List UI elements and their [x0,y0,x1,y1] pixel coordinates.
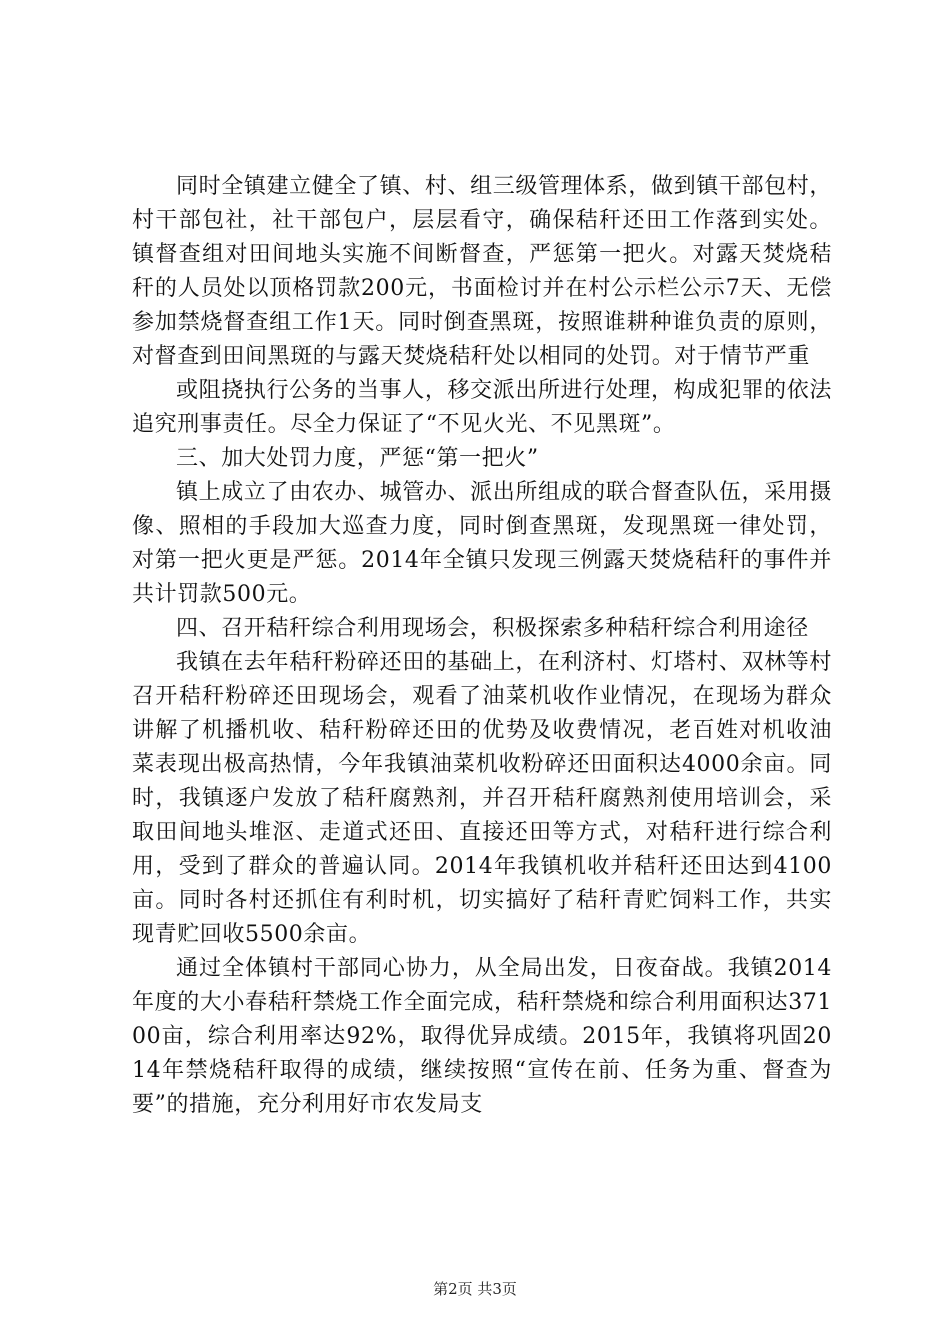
paragraph-management-system: 同时全镇建立健全了镇、村、组三级管理体系，做到镇干部包村，村干部包社，社干部包户，层层看守，确保秸秆还田工作落到实处。镇督查组对田间地头实施不间断督查，严惩第一把火。对露天焚烧秸秆的人员处以顶格罚款200元，书面检讨并在村公示栏公示7天、无偿参加禁烧督查组工作1天。同时倒查黑斑，按照谁耕种谁负责的原则，对督查到田间黑斑的与露天焚烧秸秆处以相同的处罚。对于情节严重 [132,174,832,369]
paragraph-joint-inspection: 镇上成立了由农办、城管办、派出所组成的联合督查队伍，采用摄像、照相的手段加大巡查力度，同时倒查黑斑，发现黑斑一律处罚，对第一把火更是严惩。2014年全镇只发现三例露天焚烧秸秆的事件并共计罚款500元。 [132,480,832,607]
paragraph-obstruction: 或阻挠执行公务的当事人，移交派出所进行处理，构成犯罪的依法追究刑事责任。尽全力保证了“不见火光、不见黑斑”。 [132,378,832,437]
heading-section-four: 四、召开秸秆综合利用现场会，积极探索多种秸秆综合利用途径 [176,616,809,641]
heading-section-three: 三、加大处罚力度，严惩“第一把火” [176,446,539,471]
document-body [132,170,832,1122]
paragraph-straw-utilization: 我镇在去年秸秆粉碎还田的基础上，在利济村、灯塔村、双林等村召开秸秆粉碎还田现场会，观看了油菜机收作业情况，在现场为群众讲解了机播机收、秸秆粉碎还田的优势及收费情况，老百姓对机收油菜表现出极高热情，今年我镇油菜机收粉碎还田面积达4000余亩。同时，我镇逐户发放了秸秆腐熟剂，并召开秸秆腐熟剂使用培训会，采取田间地头堆沤、走道式还田、直接还田等方式，对秸秆进行综合利用，受到了群众的普遍认同。2014年我镇机收并秸秆还田达到4100亩。同时各村还抓住有利时机，切实搞好了秸秆青贮饲料工作，共实现青贮回收5500余亩。 [132,650,832,947]
paragraph-summary: 通过全体镇村干部同心协力，从全局出发，日夜奋战。我镇2014年度的大小春秸秆禁烧工作全面完成，秸秆禁烧和综合利用面积达37100亩，综合利用率达92%，取得优异成绩。2015年，我镇将巩固2014年禁烧秸秆取得的成绩，继续按照“宣传在前、任务为重、督查为要”的措施，充分利用好市农发局支 [132,956,832,1117]
page-footer: 第2页 共3页 [433,1280,517,1298]
